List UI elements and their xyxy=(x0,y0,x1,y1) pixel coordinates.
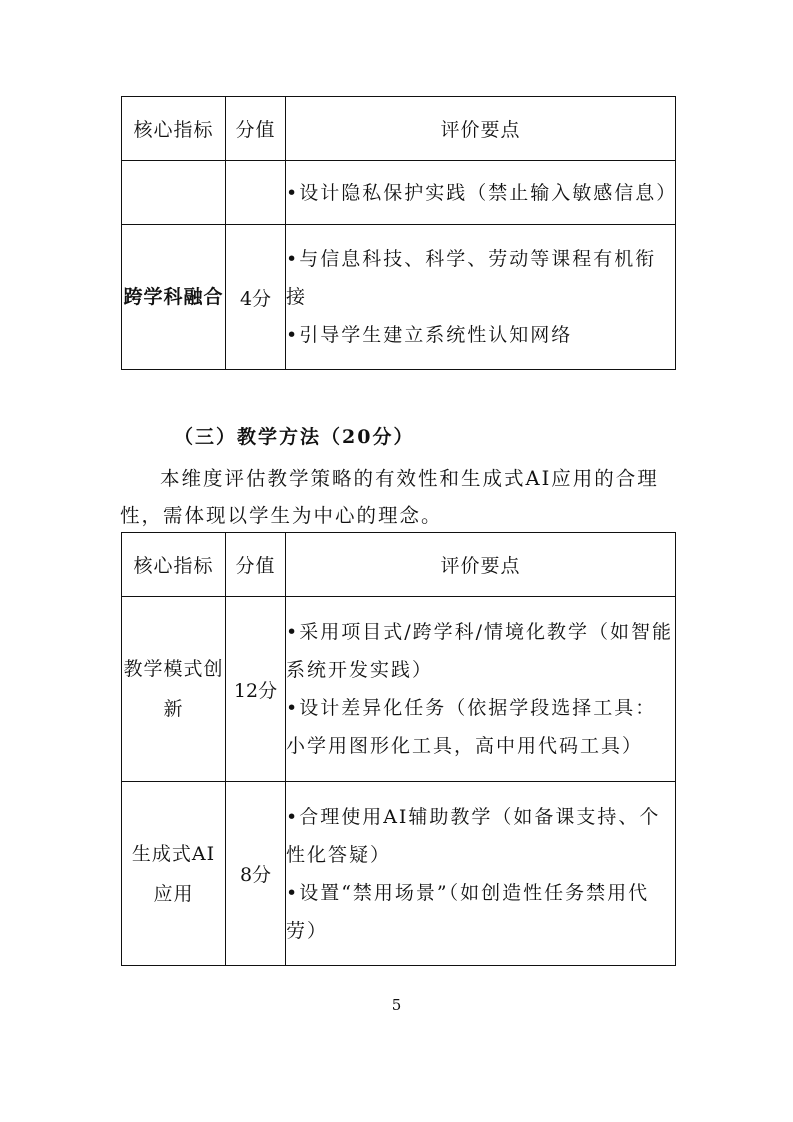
point-item: •设计隐私保护实践（禁止输入敏感信息） xyxy=(286,181,678,204)
page-number: 5 xyxy=(391,996,402,1014)
header-points: 评价要点 xyxy=(286,97,676,161)
indicator-cell: 跨学科融合 xyxy=(122,225,226,370)
evaluation-table-2 xyxy=(121,532,676,966)
header-score: 分值 xyxy=(226,97,286,161)
table-row xyxy=(122,782,676,966)
header-indicator: 核心指标 xyxy=(122,533,226,597)
table-row xyxy=(122,161,676,225)
table-row xyxy=(122,225,676,370)
point-item: •设计差异化任务（依据学段选择工具：小学用图形化工具，高中用代码工具） xyxy=(286,697,657,757)
header-score: 分值 xyxy=(226,533,286,597)
evaluation-table-1 xyxy=(121,96,676,370)
points-cell xyxy=(286,161,676,225)
indicator-cell: 生成式AI应用 xyxy=(122,782,226,966)
header-indicator: 核心指标 xyxy=(122,97,226,161)
score-cell: 4分 xyxy=(226,225,286,370)
points-cell xyxy=(286,597,676,782)
score-cell: 12分 xyxy=(226,597,286,782)
point-item: •采用项目式/跨学科/情境化教学（如智能系统开发实践） xyxy=(286,621,674,681)
table-header-row xyxy=(122,533,676,597)
point-item: •设置“禁用场景”（如创造性任务禁用代劳） xyxy=(286,881,650,942)
indicator-cell xyxy=(122,161,226,225)
section-title: （三）教学方法（20分） xyxy=(174,426,415,448)
section-paragraph: 本维度评估教学策略的有效性和生成式AI应用的合理性，需体现以学生为中心的理念。 xyxy=(120,467,659,527)
point-item: •与信息科技、科学、劳动等课程有机衔接 xyxy=(286,248,657,308)
points-cell xyxy=(286,782,676,966)
points-cell xyxy=(286,225,676,370)
table-header-row xyxy=(122,97,676,161)
score-cell: 8分 xyxy=(226,782,286,966)
table-row xyxy=(122,597,676,782)
indicator-cell: 教学模式创新 xyxy=(122,597,226,782)
point-item: •引导学生建立系统性认知网络 xyxy=(286,324,573,346)
point-item: •合理使用AI辅助教学（如备课支持、个性化答疑） xyxy=(286,805,661,866)
header-points: 评价要点 xyxy=(286,533,676,597)
score-cell xyxy=(226,161,286,225)
